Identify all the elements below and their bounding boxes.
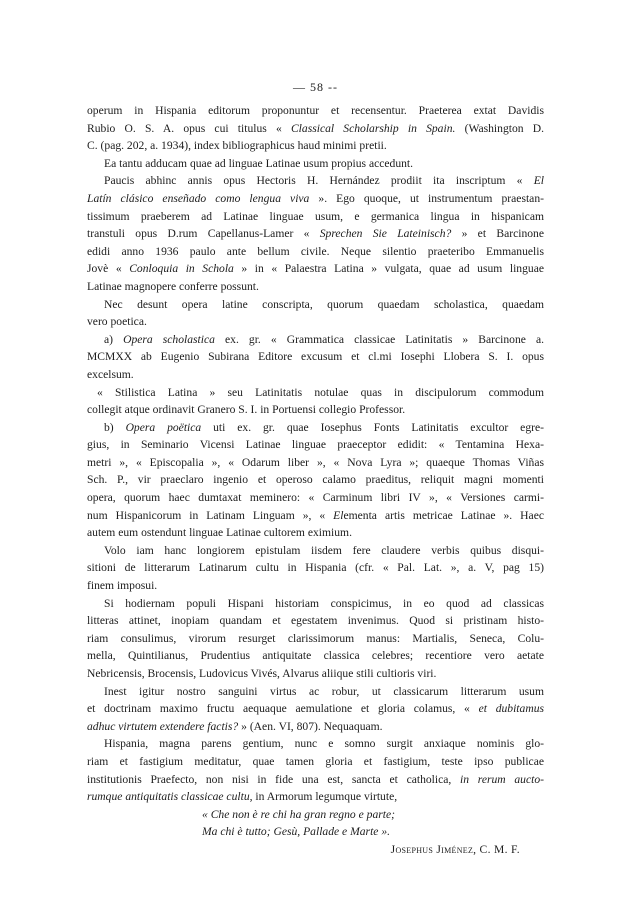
text-line: Latín clásico enseñado como lengua viva ». Ego quoque, ut instrumentum praestan- bbox=[87, 191, 544, 205]
text-line: rumque antiquitatis classicae cultu, in Armorum legumque virtute, bbox=[87, 790, 398, 804]
text-line: metri », « Episcopalia », « Odarum liber », « Nova Lyra »; quaeque Thomas Viñas bbox=[87, 455, 544, 469]
text-line: tissimum praeberem ad Latinae linguae usum, e germanica lingua in hispanicam bbox=[87, 209, 544, 223]
text-line: riam consulimus, virorum resurget clarissimorum manus: Martialis, Seneca, Colu- bbox=[87, 631, 544, 645]
text-line: institutionis Praefecto, non nisi in fide una est, sancta et catholica, in rerum aucto- bbox=[87, 772, 544, 786]
text-line: mella, Quintilianus, Prudentius antiquitate classica celebres; recentiore vero aetate bbox=[87, 649, 544, 663]
text-line: C. (pag. 202, a. 1934), index bibliographicus haud minimi pretii. bbox=[87, 139, 387, 153]
text-line: Inest igitur nostro sanguini virtus ac robur, ut classicarum litterarum usum bbox=[104, 684, 544, 698]
text-line: Volo iam hanc longiorem epistulam iisdem fere claudere verbis quibus disqui- bbox=[104, 543, 544, 557]
text-line: transtuli opus D.rum Capellanus-Lamer « Sprechen Sie Lateinisch? » et Barcinone bbox=[87, 227, 544, 241]
text-line: Paucis abhinc annis opus Hectoris H. Hernández prodiit ita inscriptum « El bbox=[104, 174, 544, 188]
text-line: collegit atque ordinavit Granero S. I. in Portuensi collegio Professor. bbox=[87, 403, 406, 417]
text-line: b) Opera poëtica uti ex. gr. quae Iosephus Fonts Latinitatis excultor egre- bbox=[104, 420, 544, 434]
text-line: Sch. P., vir praeclaro ingenio et operoso calamo praeditus, reliquit magni momenti bbox=[87, 473, 544, 487]
text-line: Si hodiernam populi Hispani historiam conspicimus, in eo quod ad classicas bbox=[104, 596, 544, 610]
text-line: Rubio O. S. A. opus cui titulus « Classical Scholarship in Spain. (Washington D. bbox=[87, 121, 545, 135]
text-line: sitioni de litterarum Latinarum cultu in Hispania (cfr. « Pal. Lat. », a. V, pag 15) bbox=[87, 561, 544, 575]
text-line: Ea tantu adducam quae ad linguae Latinae usum propius accedunt. bbox=[104, 156, 414, 170]
text-line: « Stilistica Latina » seu Latinitatis notulae quas in discipulorum commodum bbox=[97, 385, 544, 399]
text-line: gius, in Seminario Vicensi Latinae linguae praeceptor edidit: « Tentamina Hexa- bbox=[87, 438, 544, 452]
text-line: adhuc virtutem extendere factis? » (Aen. VI, 807). Nequaquam. bbox=[87, 719, 383, 733]
verse-line: Ma chi è tutto; Gesù, Pallade e Marte ». bbox=[202, 825, 391, 839]
verse-line: « Che non è re chi ha gran regno e parte; bbox=[202, 807, 395, 821]
text-line: MCMXX ab Eugenio Subirana Editore excusum et cl.mi Iosephi Llobera S. I. opus bbox=[87, 350, 544, 364]
text-line: excelsum. bbox=[87, 367, 134, 381]
text-line: riam et fastigium meditatur, quae tamen gloria et fastigium, teste ipso publicae bbox=[87, 754, 544, 768]
signature: Josephus Jiménez, C. M. F. bbox=[390, 842, 520, 856]
text-line: opera, quorum haec dumtaxat meminero: « Carminum libri IV », « Versiones carmi- bbox=[87, 491, 544, 505]
text-line: finem imposui. bbox=[87, 579, 158, 593]
text-line: operum in Hispania editorum proponuntur et recensentur. Praeterea extat Davidis bbox=[87, 104, 544, 117]
page-number: — 58 -- bbox=[293, 80, 338, 94]
text-line: Hispania, magna parens gentium, nunc e somno surgit anxiaque nominis glo- bbox=[104, 737, 544, 751]
text-line: Nec desunt opera latine conscripta, quorum quaedam scholastica, quaedam bbox=[104, 297, 544, 311]
text-line: litteras attinet, inopiam quandam et egestatem invenimus. Quod si pristinam histo- bbox=[87, 614, 544, 628]
text-line: Nebricensis, Brocensis, Ludovicus Vivés, Alvarus aliique stili cultioris viri. bbox=[87, 667, 437, 680]
text-line: a) Opera scholastica ex. gr. « Grammatica classicae Latinitatis » Barcinone a. bbox=[104, 332, 545, 346]
text-line: edidi anno 1936 paulo ante bellum civile. Neque silentio praeteribo Emmanuelis bbox=[87, 244, 544, 258]
text-line: vero poetica. bbox=[87, 315, 147, 329]
text-line: et doctrinam maximo fructu aequaque aemulatione et gloria colamus, « et dubitamus bbox=[87, 702, 545, 716]
text-line: autem eum ostendunt linguae Latinae cultorem eximium. bbox=[87, 526, 352, 540]
text-line: num Hispanicorum in Latinam Linguam », « Elementa artis metricae Latinae ». Haec bbox=[87, 508, 544, 522]
text-line: Latinae magnopere conferre possunt. bbox=[87, 279, 259, 293]
body-text bbox=[87, 102, 544, 859]
text-line: Jovè « Conloquia in Schola » in « Palaestra Latina » vulgata, quae ad usum linguae bbox=[87, 262, 544, 276]
